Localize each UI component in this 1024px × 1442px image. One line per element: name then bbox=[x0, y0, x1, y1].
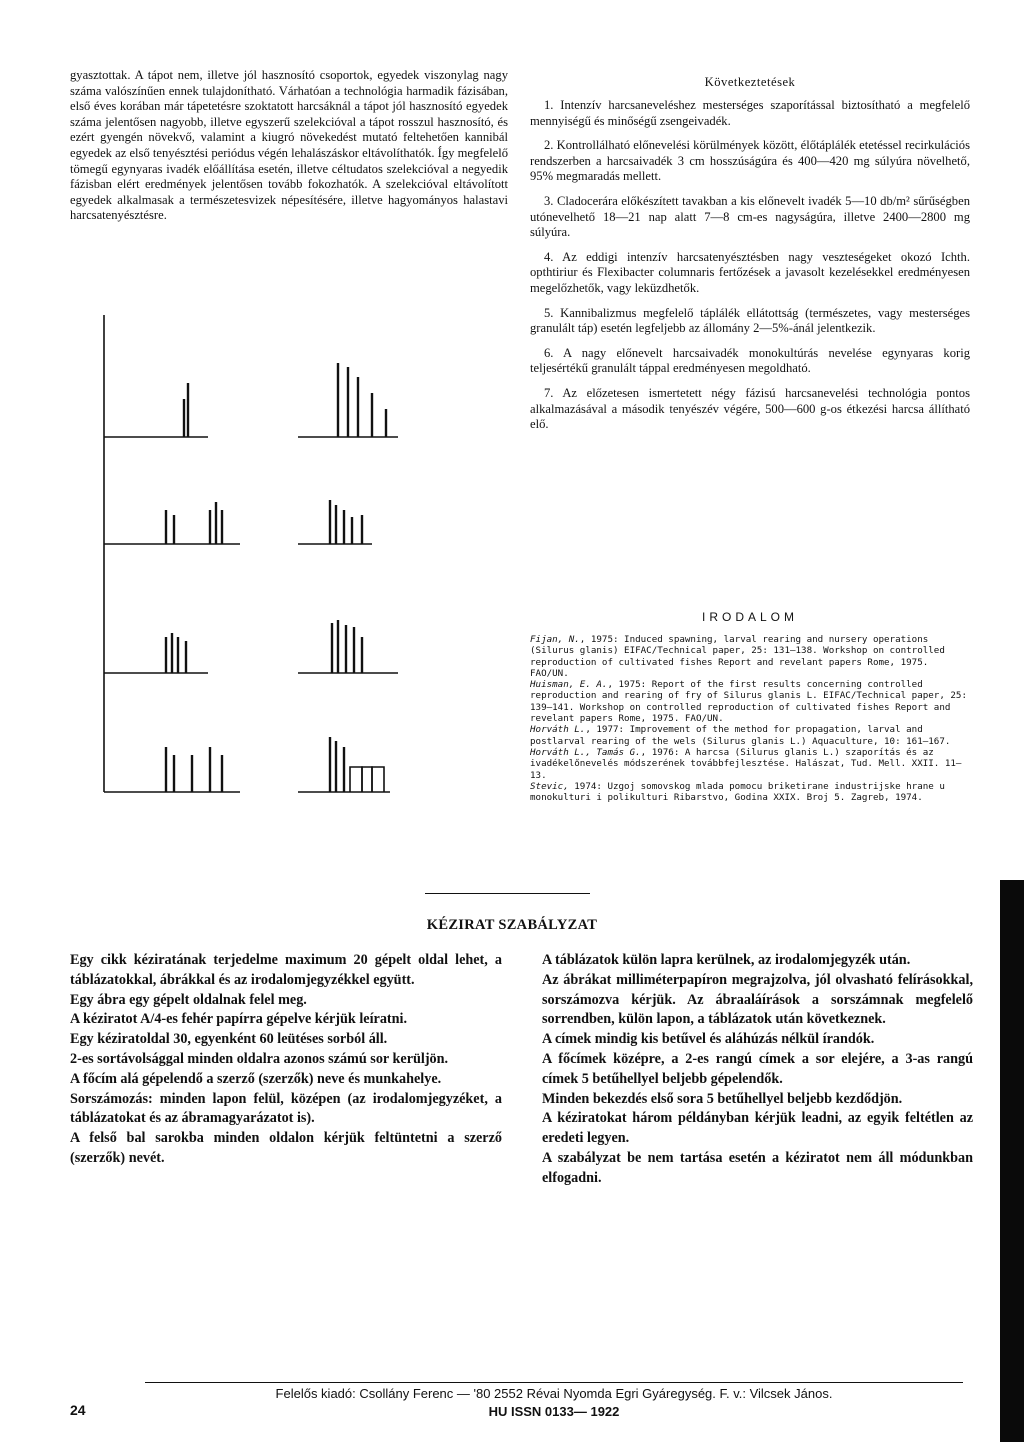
reference-text: , 1975: Induced spawning, larval rearing and nursery operations (Silurus glanis) EIFAC/Technical paper, 25: 131—138. Workshop on controlled reproduction of cultivated fishes Report and revelant papers Rome, 1975. FAO/UN. bbox=[530, 634, 945, 679]
conclusion-item: 6. A nagy előnevelt harcsaivadék monokultúrás nevelése egynyaras korig teljesértékű granulált táppal eredményesen megoldható. bbox=[530, 345, 970, 376]
rule-item: A kéziratokat három példányban kérjük leadni, az egyik feltétlen az eredeti legyen. bbox=[542, 1110, 973, 1147]
histogram-stepped-bars bbox=[350, 767, 384, 792]
histogram-bars bbox=[166, 363, 386, 792]
rule-item: A felső bal sarokba minden oldalon kérjük feltüntetni a szerző (szerzők) nevét. bbox=[70, 1130, 502, 1166]
manuscript-rules-right bbox=[542, 951, 973, 1189]
footer-publisher: Felelős kiadó: Csollány Ferenc — '80 2552 Révai Nyomda Egri Gyáregység. F. v.: Vilcsek János. bbox=[275, 1386, 833, 1401]
rule-item: Egy kéziratoldal 30, egyenként 60 leütéses sorból áll. bbox=[70, 1031, 388, 1048]
conclusions-list bbox=[530, 98, 970, 433]
reference-author: Horváth L., Tamás G. bbox=[530, 746, 641, 758]
conclusion-item: 5. Kannibalizmus megfelelő táplálék ellátottság (természetes, vagy mesterséges granulált táp) esetén legfeljebb az állomány 2—5%-ánál jelentkezik. bbox=[530, 305, 970, 336]
conclusion-item: 2. Kontrollálható előnevelési körülmények között, élőtáplálék etetéssel recirkulációs rendszerben a harcsaivadék 3 cm hosszúságúra és 400—420 mg súlyúra növelhető, 95% megmaradás mellett. bbox=[530, 138, 970, 184]
rule-item: A címek mindig kis betűvel és aláhúzás nélkül írandók. bbox=[542, 1031, 875, 1048]
reference-item bbox=[530, 781, 970, 804]
reference-item bbox=[530, 747, 970, 781]
reference-item bbox=[530, 634, 970, 679]
rule-item: Minden bekezdés első sora 5 betűhellyel beljebb kezdődjön. bbox=[542, 1090, 903, 1107]
rule-item: Egy ábra egy gépelt oldalnak felel meg. bbox=[70, 991, 307, 1008]
paragraph-selection: gyasztottak. A tápot nem, illetve jól hasznosító csoportok, egyedek viszonylag nagy száma valószínűen ennek tulajdonítható. Várhatóan a technológia harmadik fázisában, első éves korában már tápetetésre szoktatott harcsáknál a tápot jól hasznosító egyedek száma jelentősen nagyobb, illetve egyszerű szelekcióval a tápot rosszul hasznosító, és ezért gyengén növekvő, valamint a kiugró növekedést mutató feltehetően kannibál egyedek az első tenyésztési periódus végén lehalászáskor eltávolíthatók. Így megfelelő tömegű egynyaras ivadék előállítása esetén, illetve céltudatos szelekcióval a negyedik fázisban elért eredmények jelentősen tovább fokozhatók. A szelekcióval eltávolított egyedek alkalmasak a természetesvizek népesítésére, illetve hagyományos halastavi harcsatenyésztésre. bbox=[70, 68, 508, 223]
manuscript-rules-left bbox=[70, 951, 502, 1169]
body-text-left bbox=[70, 68, 508, 224]
footer-divider bbox=[145, 1382, 963, 1383]
rule-item: Az ábrákat milliméterpapíron megrajzolva, jól olvasható felírásokkal, sorszámozva kérjük. Az ábraaláírások a sorszámnak megfelelő sorrendben, külön lapon, a táblázatok után következnek. bbox=[542, 971, 973, 1028]
rule-item: Sorszámozás: minden lapon felül, középen (az irodalomjegyzéket, a táblázatokat és az ábramagyarázatot is). bbox=[70, 1090, 502, 1127]
reference-author: Huisman, E. A. bbox=[530, 679, 608, 691]
rule-item: 2-es sortávolsággal minden oldalra azonos számú sor kerüljön. bbox=[70, 1050, 449, 1067]
footer-issn: HU ISSN 0133— 1922 bbox=[488, 1404, 620, 1419]
reference-author: Horváth L. bbox=[530, 724, 586, 736]
conclusion-item: 3. Cladocerára előkészített tavakban a kis előnevelt ivadék 5—10 db/m² sűrűségben utónevelhető 18—21 nap alatt 7—8 cm-es nagyságúra, illetve 2400—2800 mg súlyúra. bbox=[530, 193, 970, 240]
reference-text: 1974: Uzgoj somovskog mlada pomocu briketirane industrijske hrane u monokulturi i polikulturi Ribarstvo, Godina XXIX. Broj 5. Zagreb, 1974. bbox=[530, 780, 945, 804]
bar bbox=[350, 767, 362, 792]
rule-item: A táblázatok külön lapra kerülnek, az irodalomjegyzék után. bbox=[542, 952, 911, 968]
reference-author: Stevic, bbox=[530, 780, 569, 792]
bar-histogram-figure bbox=[100, 315, 400, 795]
rule-item: A kéziratot A/4-es fehér papírra gépelve kérjük leíratni. bbox=[70, 1011, 408, 1028]
reference-text: , 1976: A harcsa (Silurus glanis L.) szaporítás és az ivadékelőnevelés módszerének továbbfejlesztése. Halászat, Tud. Mell. XXII. 11—13. bbox=[530, 746, 962, 781]
references-title: IRODALOM bbox=[701, 610, 798, 624]
rule-item: A főcímek középre, a 2-es rangú címek a sor elejére, a 3-as rangú címek 5 betűhellyel beljebb gépelendők. bbox=[542, 1050, 973, 1087]
references-section bbox=[530, 610, 970, 803]
reference-text: , 1977: Improvement of the method for propagation, larval and postlarval rearing of the wels (Silurus glanis L.) Aquaculture, 10: 161—167. bbox=[530, 724, 951, 747]
conclusions-title: Következtetések bbox=[704, 75, 796, 89]
page-number: 24 bbox=[70, 1402, 86, 1418]
section-divider bbox=[425, 893, 590, 894]
scan-edge-bar bbox=[1000, 880, 1024, 1442]
reference-author: Fijan, N. bbox=[530, 634, 580, 645]
conclusion-item: 7. Az előzetesen ismertetett négy fázisú harcsanevelési technológia pontos alkalmazásával a második tenyészév végére, 500—600 g-os étkezési harcsa állítható elő. bbox=[530, 385, 970, 432]
reference-text: , 1975: Report of the first results concerning controlled reproduction and rearing of fry of Silurus glanis L. EIFAC/Technical paper, 25: 139—141. Workshop on controlled reproduction of cultivated fishes Report and revelant papers Rome, 1975. FAO/UN. bbox=[530, 679, 967, 725]
histogram-axis-and-baselines bbox=[104, 315, 398, 792]
manuscript-rules-title: KÉZIRAT SZABÁLYZAT bbox=[426, 917, 598, 933]
rule-item: A szabályzat be nem tartása esetén a kéziratot nem áll módunkban elfogadni. bbox=[542, 1149, 973, 1186]
conclusions-section bbox=[530, 75, 970, 442]
reference-item bbox=[530, 724, 970, 747]
conclusion-item: 1. Intenzív harcsaneveléshez mesterséges szaporítással biztosítható a megfelelő mennyiségű és minőségű zsengeivadék. bbox=[530, 98, 970, 128]
reference-item bbox=[530, 679, 970, 724]
bar bbox=[372, 767, 384, 792]
rule-item: Egy cikk kéziratának terjedelme maximum 20 gépelt oldal lehet, a táblázatokkal, ábrákkal és az irodalomjegyzékkel együtt. bbox=[70, 952, 502, 988]
rule-item: A főcím alá gépelendő a szerző (szerzők) neve és munkahelye. bbox=[70, 1070, 442, 1087]
conclusion-item: 4. Az eddigi intenzív harcsatenyésztésben nagy veszteségeket okozó Ichth. opthtiriur és Flexibacter columnaris fertőzések a javasolt kezelésekkel eredményesen megelőzhetők, vagy leküzdhetők. bbox=[530, 249, 970, 295]
bar bbox=[362, 767, 372, 792]
